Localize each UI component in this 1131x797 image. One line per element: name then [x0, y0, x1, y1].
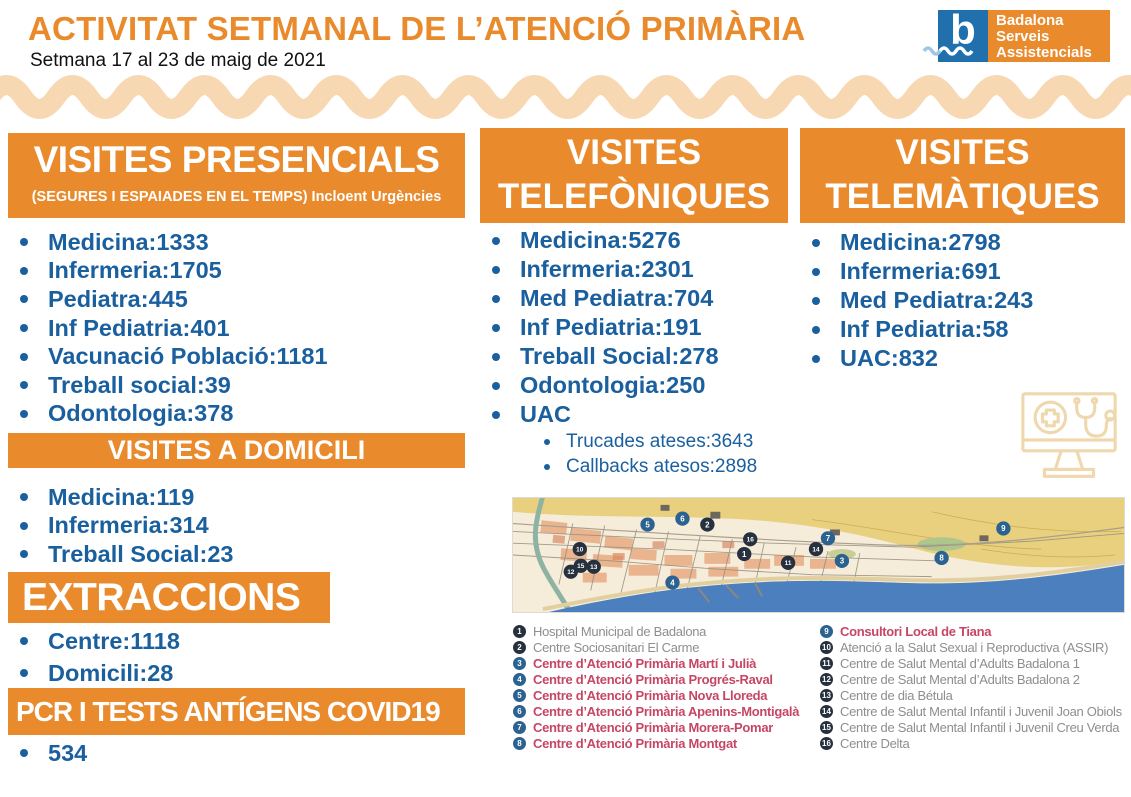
bullet-icon: [20, 381, 28, 389]
list-item: [8, 285, 328, 314]
list-item-text: Med Pediatra:704: [520, 285, 714, 311]
legend-marker-icon: 8: [513, 737, 526, 750]
bullet-icon: [812, 326, 820, 334]
bullet-icon: [20, 324, 28, 332]
section-header-presencials: [8, 133, 465, 218]
map-marker-11: [781, 556, 795, 570]
logo-line: Badalona: [996, 12, 1064, 29]
domicili-list: [8, 483, 233, 569]
bullet-icon: [812, 355, 820, 363]
bullet-icon: [20, 410, 28, 418]
list-item-text: Inf Pediatria:58: [840, 316, 1009, 342]
list-item-text: Trucades ateses:3643: [566, 430, 754, 452]
legend-item: [820, 656, 1131, 672]
bullet-icon: [20, 669, 28, 677]
list-item: [8, 540, 233, 569]
map-marker-6: [675, 512, 689, 526]
svg-text:14: 14: [812, 546, 820, 554]
legend-item: [513, 656, 820, 672]
map-marker-16: [743, 532, 757, 546]
bullet-icon: [492, 266, 500, 274]
legend-marker-icon: 2: [513, 641, 526, 654]
legend-marker-icon: 12: [820, 673, 833, 686]
list-item: [800, 257, 1033, 286]
map-marker-14: [809, 542, 823, 556]
legend-item-label: Atenció a la Salut Sexual i Reproductiva (ASSIR): [840, 640, 1109, 656]
bullet-icon: [20, 522, 28, 530]
svg-text:16: 16: [746, 536, 754, 544]
legend-item-label: Centre de dia Bétula: [840, 688, 953, 703]
map-marker-9: [996, 521, 1010, 535]
bsa-logo-mark: [938, 6, 988, 62]
legend-item: [513, 624, 820, 640]
logo-line: Assistencials: [996, 44, 1092, 61]
list-item: [480, 284, 757, 313]
section-header-telematiques: [800, 128, 1125, 223]
bsa-logo-letter: b: [950, 6, 976, 53]
legend-item: [820, 688, 1131, 704]
section-header-pcr: [8, 688, 465, 735]
legend-item-label: Centre d’Atenció Primària Apenins-Montigalà: [533, 703, 800, 719]
list-item: [8, 371, 328, 400]
legend-marker-icon: 14: [820, 705, 833, 718]
bullet-icon: [492, 382, 500, 390]
legend-item-label: Centre d’Atenció Primària Progrés-Raval: [533, 672, 773, 688]
legend-marker-icon: 9: [820, 625, 833, 638]
legend-marker-icon: 6: [513, 705, 526, 718]
legend-item-label: Hospital Municipal de Badalona: [533, 624, 707, 640]
svg-text:4: 4: [670, 578, 675, 588]
svg-text:11: 11: [784, 560, 792, 568]
bullet-icon: [492, 411, 500, 419]
list-item-text: Callbacks atesos:2898: [566, 455, 758, 477]
map-marker-13: [587, 560, 601, 574]
bsa-logo-text: [988, 10, 1110, 62]
section-title-line2: TELEMÀTIQUES: [825, 177, 1100, 216]
legend-item-label: Centre d’Atenció Primària Martí i Julià: [533, 656, 757, 672]
list-item-text: Vacunació Població:1181: [48, 343, 328, 370]
legend-item: [820, 719, 1131, 735]
legend-column-right: [820, 624, 1131, 751]
legend-item-label: Centre de Salut Mental Infantil i Juvenil Joan Obiols: [840, 703, 1122, 719]
list-item-text: Treball Social:23: [48, 540, 234, 567]
list-item-text: Odontologia:250: [520, 372, 706, 398]
list-item: [8, 657, 180, 689]
legend-item: [513, 735, 820, 751]
list-item-text: Inf Pediatria:191: [520, 314, 702, 340]
legend-item: [820, 672, 1131, 688]
legend-item-label: Centre Sociosanitari El Carme: [533, 640, 700, 656]
list-item-text: Treball Social:278: [520, 343, 719, 369]
list-item-text: Odontologia:378: [48, 400, 234, 427]
list-item-text: Medicina:1333: [48, 228, 209, 255]
svg-text:9: 9: [1001, 524, 1006, 534]
presencials-list: [8, 228, 328, 428]
bullet-icon: [20, 550, 28, 558]
svg-text:1: 1: [742, 549, 747, 559]
bullet-icon: [20, 295, 28, 303]
list-item-text: Infermeria:2301: [520, 256, 694, 282]
list-item: [8, 625, 180, 657]
list-item: [8, 739, 87, 768]
section-title: EXTRACCIONS: [22, 576, 301, 619]
list-item: [480, 429, 757, 454]
svg-text:15: 15: [577, 563, 585, 571]
legend-marker-icon: 5: [513, 689, 526, 702]
bullet-icon: [20, 353, 28, 361]
list-item-text: Infermeria:1705: [48, 257, 222, 284]
section-title-line1: VISITES: [566, 133, 702, 172]
list-item-text: Inf Pediatria:401: [48, 314, 230, 341]
bullet-icon: [492, 237, 500, 245]
list-item: [8, 512, 233, 541]
list-item: [8, 400, 328, 429]
list-item-text: 534: [48, 739, 88, 766]
svg-text:7: 7: [825, 534, 831, 544]
section-header-telefoniques: [480, 128, 788, 223]
legend-item-label: Centre de Salut Mental d’Adults Badalona 2: [840, 672, 1080, 688]
legend-marker-icon: 10: [820, 641, 833, 654]
bullet-icon: [812, 297, 820, 305]
logo-wave-icon: [922, 43, 988, 57]
wave-divider: [0, 70, 1131, 126]
legend-item-label: Centre de Salut Mental Infantil i Juvenil Creu Verda: [840, 719, 1120, 735]
legend-item-label: Centre de Salut Mental d’Adults Badalona 1: [840, 656, 1080, 672]
legend-item-label: Centre d’Atenció Primària Montgat: [533, 735, 737, 751]
list-item: [800, 286, 1033, 315]
bullet-icon: [20, 749, 28, 757]
list-item: [8, 342, 328, 371]
list-item: [480, 226, 757, 255]
legend-marker-icon: 4: [513, 673, 526, 686]
list-item-text: Medicina:119: [48, 483, 195, 510]
section-subtitle: (SEGURES I ESPAIADES EN EL TEMPS) Incloent Urgències: [31, 189, 442, 205]
section-title-line2: TELEFÒNIQUES: [497, 177, 771, 216]
section-header-extraccions: [8, 572, 330, 623]
list-item-text: UAC:832: [840, 345, 938, 371]
bullet-icon: [20, 493, 28, 501]
bullet-icon: [20, 637, 28, 645]
section-title-line1: VISITES: [895, 133, 1030, 172]
map-marker-2: [700, 517, 714, 531]
svg-text:3: 3: [839, 556, 845, 566]
map-marker-5: [640, 517, 654, 531]
map-marker-8: [934, 551, 948, 565]
telefoniques-list: [480, 226, 757, 479]
bsa-logo: [938, 6, 1110, 62]
map-marker-15: [574, 559, 588, 573]
legend-item: [513, 703, 820, 719]
map-marker-3: [835, 554, 849, 568]
bullet-icon: [492, 324, 500, 332]
legend-marker-icon: 15: [820, 721, 833, 734]
list-item: [480, 454, 757, 479]
legend-marker-icon: 7: [513, 721, 526, 734]
list-item: [8, 257, 328, 286]
logo-line: Serveis: [996, 28, 1050, 45]
svg-text:13: 13: [590, 564, 598, 572]
legend-item-label: Consultori Local de Tiana: [840, 624, 992, 640]
list-item-text: Treball social:39: [48, 371, 231, 398]
list-item-text: Medicina:5276: [520, 227, 681, 253]
list-item-text: Medicina:2798: [840, 229, 1001, 255]
page-subtitle: Setmana 17 al 23 de maig de 2021: [30, 50, 326, 71]
svg-text:12: 12: [567, 569, 575, 576]
map-marker-10: [573, 542, 587, 556]
svg-text:5: 5: [645, 520, 650, 530]
page-title: ACTIVITAT SETMANAL DE L’ATENCIÓ PRIMÀRIA: [28, 10, 806, 47]
legend-item: [820, 640, 1131, 656]
list-item: [800, 344, 1033, 373]
legend-item: [513, 688, 820, 704]
list-item: [800, 228, 1033, 257]
legend-item-label: Centre d’Atenció Primària Nova Lloreda: [533, 688, 768, 703]
legend-marker-icon: 13: [820, 689, 833, 702]
legend-item-label: Centre d’Atenció Primària Morera-Pomar: [533, 719, 774, 735]
list-item: [8, 314, 328, 343]
svg-text:2: 2: [705, 520, 710, 530]
list-item: [480, 255, 757, 284]
legend-marker-icon: 3: [513, 657, 526, 670]
legend-item: [820, 735, 1131, 751]
list-item-text: UAC: [520, 401, 571, 427]
legend-item: [513, 640, 820, 656]
list-item: [800, 315, 1033, 344]
badalona-map: [512, 497, 1125, 613]
map-marker-7: [821, 531, 835, 545]
legend-item: [513, 719, 820, 735]
bullet-icon: [812, 239, 820, 247]
legend-column-left: [513, 624, 820, 751]
svg-text:8: 8: [939, 553, 944, 563]
list-item: [8, 228, 328, 257]
bullet-icon: [20, 238, 28, 246]
section-title: PCR I TESTS ANTÍGENS COVID19: [16, 696, 440, 727]
bullet-icon: [544, 464, 550, 470]
list-item: [480, 342, 757, 371]
list-item: [480, 313, 757, 342]
map-marker-1: [737, 547, 751, 561]
extraccions-list: [8, 625, 180, 689]
svg-text:10: 10: [576, 546, 584, 554]
list-item-text: Med Pediatra:243: [840, 287, 1034, 313]
medical-computer-icon: [1015, 388, 1123, 492]
list-item-text: Domicili:28: [48, 659, 174, 686]
list-item-text: Pediatra:445: [48, 285, 188, 312]
map-legend: [513, 624, 1131, 751]
section-title: VISITES A DOMICILI: [107, 435, 366, 465]
list-item-text: Infermeria:691: [840, 258, 1001, 284]
legend-marker-icon: 1: [513, 625, 526, 638]
bullet-icon: [812, 268, 820, 276]
bullet-icon: [492, 295, 500, 303]
section-title: VISITES PRESENCIALS: [33, 139, 440, 180]
list-item: [8, 483, 233, 512]
bullet-icon: [544, 439, 550, 445]
svg-text:6: 6: [680, 514, 685, 524]
section-header-domicili: [8, 433, 465, 468]
legend-item: [820, 624, 1131, 640]
bullet-icon: [492, 353, 500, 361]
telematiques-list: [800, 228, 1033, 373]
list-item: [480, 400, 757, 429]
legend-item: [513, 672, 820, 688]
legend-marker-icon: 16: [820, 737, 833, 750]
list-item: [480, 371, 757, 400]
legend-marker-icon: 11: [820, 657, 833, 670]
pcr-list: [8, 739, 87, 768]
list-item-text: Infermeria:314: [48, 512, 209, 539]
bullet-icon: [20, 267, 28, 275]
map-marker-4: [665, 575, 679, 589]
list-item-text: Centre:1118: [48, 627, 180, 654]
legend-item-label: Centre Delta: [840, 735, 910, 751]
legend-item: [820, 703, 1131, 719]
